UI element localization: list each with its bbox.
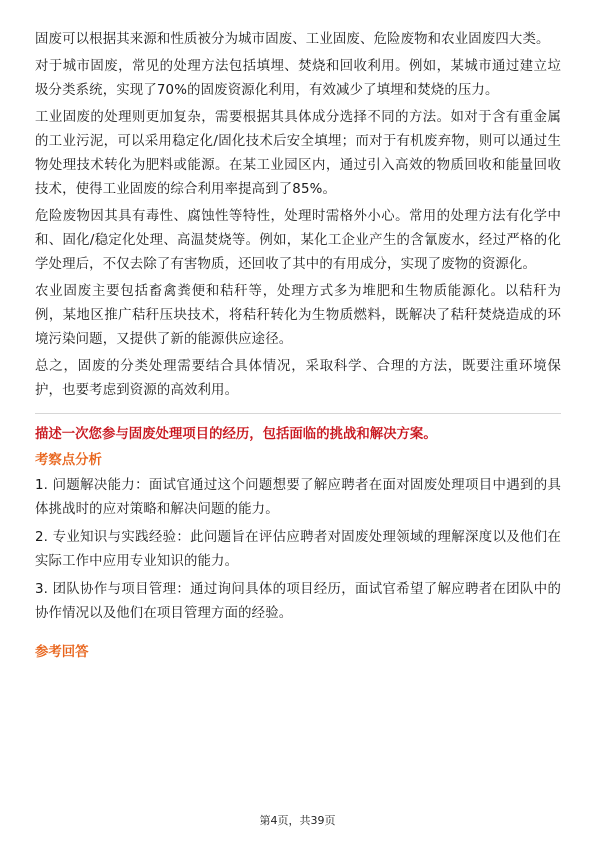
body-paragraph: 对于城市固废，常见的处理方法包括填埋、焚烧和回收利用。例如，某城市通过建立垃圾分类系统，实现了70%的固废资源化利用，有效减少了填埋和焚烧的压力。 — [35, 59, 561, 98]
page-footer: 第4页，共39页 — [259, 814, 336, 827]
section-divider — [35, 413, 561, 414]
body-paragraph: 总之，固废的分类处理需要结合具体情况，采取科学、合理的方法，既要注重环境保护，也要考虑到资源的高效利用。 — [35, 359, 561, 398]
reference-answer-heading: 参考回答 — [35, 645, 89, 660]
interview-question: 描述一次您参与固废处理项目的经历，包括面临的挑战和解决方案。 — [35, 427, 437, 442]
analysis-point: 1. 问题解决能力：面试官通过这个问题想要了解应聘者在面对固废处理项目中遇到的具体挑战时的应对策略和解决问题的能力。 — [35, 478, 561, 517]
analysis-point: 2. 专业知识与实践经验：此问题旨在评估应聘者对固废处理领域的理解深度以及他们在实际工作中应用专业知识的能力。 — [35, 530, 561, 569]
analysis-heading: 考察点分析 — [35, 453, 102, 468]
body-paragraph: 农业固废主要包括畜禽粪便和秸秆等，处理方式多为堆肥和生物质能源化。以秸秆为例，某地区推广秸秆压块技术，将秸秆转化为生物质燃料，既解决了秸秆焚烧造成的环境污染问题，又提供了新的能源供应途径。 — [35, 284, 561, 347]
body-paragraph: 工业固废的处理则更加复杂，需要根据其具体成分选择不同的方法。如对于含有重金属的工业污泥，可以采用稳定化/固化技术后安全填埋；而对于有机废弃物，则可以通过生物处理技术转化为肥料或能源。在某工业园区内，通过引入高效的物质回收和能量回收技术，使得工业固废的综合利用率提高到了85%。 — [35, 110, 561, 197]
body-paragraph: 固废可以根据其来源和性质被分为城市固废、工业固废、危险废物和农业固废四大类。 — [35, 32, 550, 47]
analysis-point: 3. 团队协作与项目管理：通过询问具体的项目经历，面试官希望了解应聘者在团队中的协作情况以及他们在项目管理方面的经验。 — [35, 582, 561, 621]
body-paragraph: 危险废物因其具有毒性、腐蚀性等特性，处理时需格外小心。常用的处理方法有化学中和、固化/稳定化处理、高温焚烧等。例如，某化工企业产生的含氰废水，经过严格的化学处理后，不仅去除了有害物质，还回收了其中的有用成分，实现了废物的资源化。 — [35, 209, 561, 272]
document-page — [35, 28, 561, 666]
